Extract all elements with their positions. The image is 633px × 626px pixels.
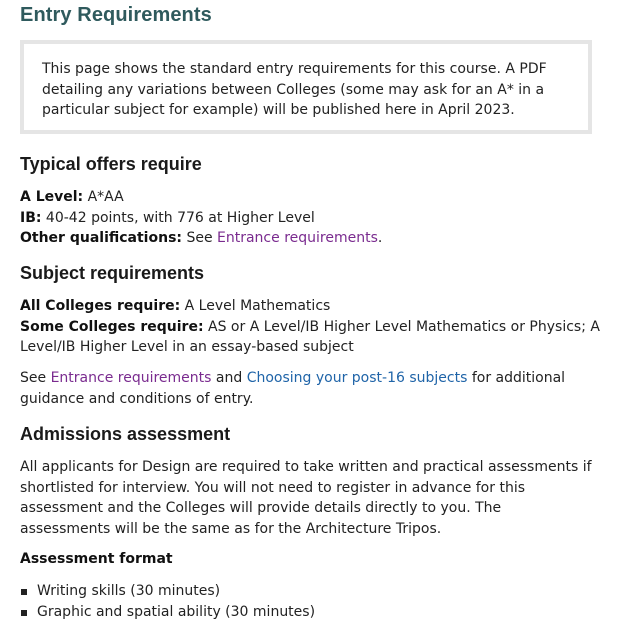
admissions-assessment-heading: Admissions assessment [20, 424, 231, 444]
list-item [20, 581, 315, 602]
ib-label: IB: [20, 209, 42, 226]
all-colleges-value: A Level Mathematics [180, 298, 331, 314]
typical-offers-heading: Typical offers require [20, 154, 202, 174]
entrance-requirements-link[interactable]: Entrance requirements [217, 230, 378, 246]
other-suffix: . [377, 230, 383, 246]
a-level-value: A*AA [83, 189, 124, 205]
list-item-text: Writing skills (30 minutes) [37, 583, 221, 599]
see-mid: and [211, 370, 247, 386]
entrance-requirements-link-2[interactable]: Entrance requirements [50, 370, 212, 386]
some-colleges-value: AS or A Level/IB Higher Level Mathematics or Physics; A Level/IB Higher Level in an essay-based subject [20, 318, 600, 355]
bullet-icon [21, 589, 27, 595]
ib-value: 40-42 points, with 776 at Higher Level [41, 209, 315, 226]
a-level-label: A Level: [20, 189, 84, 205]
list-item [20, 602, 315, 623]
subject-requirements-block [20, 296, 600, 358]
ib-line [20, 208, 600, 229]
other-qualifications-label: Other qualifications: [20, 230, 182, 246]
list-item-text: Graphic and spatial ability (30 minutes) [37, 603, 316, 620]
bullet-icon [21, 610, 27, 616]
page-title: Entry Requirements [20, 4, 212, 26]
see-prefix: See [20, 370, 51, 386]
admissions-text: All applicants for Design are required to take written and practical assessments if shortlisted for interview. You will not need to register in advance for this assessment and the Colleges will provide details directly to you. The assessments will be the same as for the Architecture Tripos. [20, 459, 592, 537]
some-colleges-label: Some Colleges require: [20, 318, 204, 335]
other-prefix: See [182, 230, 218, 246]
notice-text: This page shows the standard entry requirements for this course. A PDF detailing any variations between Colleges (some may ask for an A* in a particular subject for example) will be published here in April 2023. [42, 61, 547, 118]
all-colleges-label: All Colleges require: [20, 298, 181, 314]
assessment-format-list [20, 581, 315, 622]
see-suffix: for additional guidance and conditions of entry. [20, 370, 566, 407]
choosing-post16-subjects-link[interactable]: Choosing your post-16 subjects [246, 370, 468, 386]
other-qualifications-line [20, 228, 600, 249]
subject-requirements-heading: Subject requirements [20, 263, 205, 283]
assessment-format-heading: Assessment format [20, 551, 173, 567]
a-level-line [20, 187, 600, 208]
see-also-block [20, 368, 580, 409]
see-also-text [20, 368, 580, 409]
all-colleges-line [20, 296, 600, 317]
admissions-body [20, 457, 595, 539]
typical-offers-block [20, 187, 600, 249]
some-colleges-line [20, 317, 600, 358]
notice-box [20, 40, 592, 134]
